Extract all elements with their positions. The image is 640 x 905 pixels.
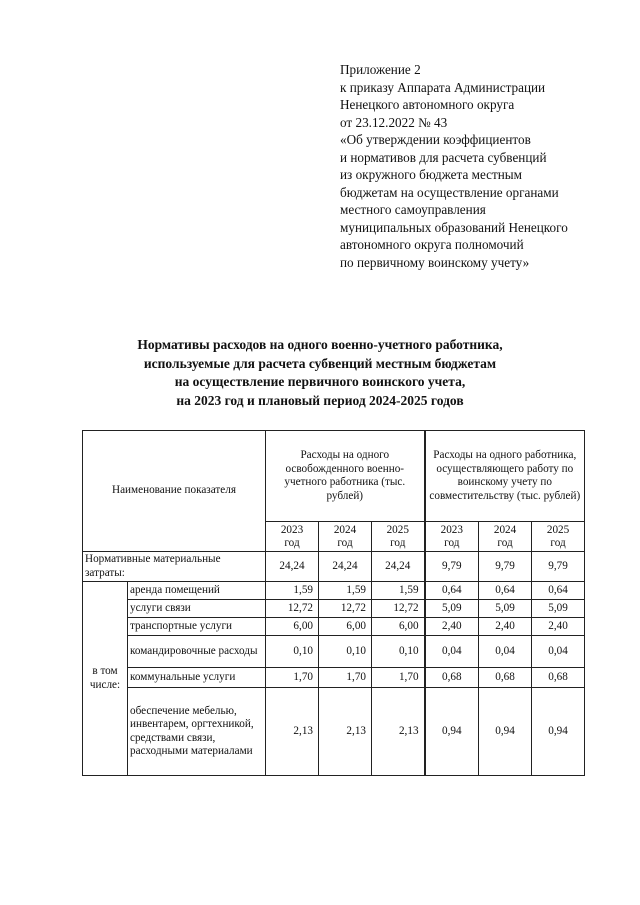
table-row: [83, 668, 585, 688]
appendix-line: муниципальных образований Ненецкого: [340, 219, 568, 235]
appendix-line: Приложение 2: [340, 62, 421, 77]
appendix-line: Ненецкого автономного округа: [340, 97, 515, 112]
value-cell: 9,79: [479, 552, 532, 582]
value-cell: 0,04: [425, 636, 479, 668]
appendix-header: [340, 61, 630, 271]
table-row: [83, 582, 585, 600]
value-cell: 5,09: [479, 600, 532, 618]
value-cell: 24,24: [319, 552, 372, 582]
value-cell: 0,64: [479, 582, 532, 600]
title-line: на 2023 год и плановый период 2024-2025 годов: [176, 392, 464, 408]
appendix-line: и нормативов для расчета субвенций: [340, 149, 547, 165]
value-cell: 0,64: [532, 582, 585, 600]
year-cell: 2025 год: [372, 522, 425, 552]
year-cell: 2025 год: [532, 522, 585, 552]
title-line: на осуществление первичного воинского учета,: [174, 374, 466, 389]
appendix-line: бюджетам на осуществление органами: [340, 184, 559, 200]
value-cell: 6,00: [266, 618, 319, 636]
value-cell: 1,59: [266, 582, 319, 600]
value-cell: 0,94: [479, 688, 532, 776]
appendix-line: местного самоуправления: [340, 202, 486, 217]
value-cell: 9,79: [425, 552, 479, 582]
table-row-total: [83, 552, 585, 582]
value-cell: 24,24: [266, 552, 319, 582]
value-cell: 12,72: [266, 600, 319, 618]
header-group-released: Расходы на одного освобожденного военно-учетного работника (тыс. рублей): [266, 431, 425, 522]
total-label: Нормативные материальные затраты:: [83, 552, 266, 582]
table-row: [83, 636, 585, 668]
year-cell: 2023 год: [266, 522, 319, 552]
value-cell: 2,13: [319, 688, 372, 776]
value-cell: 0,10: [372, 636, 425, 668]
value-cell: 0,10: [266, 636, 319, 668]
value-cell: 24,24: [372, 552, 425, 582]
value-cell: 12,72: [372, 600, 425, 618]
row-label: коммунальные услуги: [128, 668, 266, 688]
appendix-line: из окружного бюджета местным: [340, 167, 523, 182]
value-cell: 5,09: [532, 600, 585, 618]
appendix-line: автономного округа полномочий: [340, 237, 524, 252]
row-label: аренда помещений: [128, 582, 266, 600]
value-cell: 0,04: [532, 636, 585, 668]
value-cell: 5,09: [425, 600, 479, 618]
value-cell: 0,68: [425, 668, 479, 688]
header-indicator-name: Наименование показателя: [83, 431, 266, 552]
table-header-row: [83, 431, 585, 522]
value-cell: 0,94: [532, 688, 585, 776]
year-cell: 2024 год: [319, 522, 372, 552]
appendix-line: «Об утверждении коэффициентов: [340, 132, 531, 147]
value-cell: 0,68: [479, 668, 532, 688]
table-row: [83, 688, 585, 776]
norms-table: [82, 430, 585, 776]
value-cell: 0,04: [479, 636, 532, 668]
value-cell: 6,00: [319, 618, 372, 636]
value-cell: 1,70: [319, 668, 372, 688]
value-cell: 1,59: [372, 582, 425, 600]
value-cell: 0,68: [532, 668, 585, 688]
value-cell: 2,40: [425, 618, 479, 636]
value-cell: 2,13: [372, 688, 425, 776]
value-cell: 2,40: [479, 618, 532, 636]
value-cell: 0,94: [425, 688, 479, 776]
document-title: [60, 336, 580, 410]
value-cell: 6,00: [372, 618, 425, 636]
value-cell: 2,40: [532, 618, 585, 636]
appendix-line: по первичному воинскому учету»: [340, 254, 530, 270]
row-label: обеспечение мебелью, инвентарем, оргтехникой, средствами связи, расходными материалами: [128, 688, 266, 776]
year-cell: 2024 год: [479, 522, 532, 552]
value-cell: 12,72: [319, 600, 372, 618]
value-cell: 2,13: [266, 688, 319, 776]
including-label: в том числе:: [83, 582, 128, 776]
year-cell: 2023 год: [425, 522, 479, 552]
value-cell: 9,79: [532, 552, 585, 582]
appendix-line: от 23.12.2022 № 43: [340, 114, 448, 130]
value-cell: 1,59: [319, 582, 372, 600]
appendix-line: к приказу Аппарата Администрации: [340, 79, 546, 95]
header-group-parttime: Расходы на одного работника, осуществляющего работу по воинскому учету по совместительству (тыс. рублей): [425, 431, 585, 522]
title-line: Нормативы расходов на одного военно-учетного работника,: [137, 337, 503, 352]
row-label: командировочные расходы: [128, 636, 266, 668]
table-row: [83, 600, 585, 618]
value-cell: 1,70: [372, 668, 425, 688]
value-cell: 0,64: [425, 582, 479, 600]
table-row: [83, 618, 585, 636]
title-line: используемые для расчета субвенций местным бюджетам: [143, 355, 497, 371]
row-label: транспортные услуги: [128, 618, 266, 636]
value-cell: 1,70: [266, 668, 319, 688]
value-cell: 0,10: [319, 636, 372, 668]
row-label: услуги связи: [128, 600, 266, 618]
